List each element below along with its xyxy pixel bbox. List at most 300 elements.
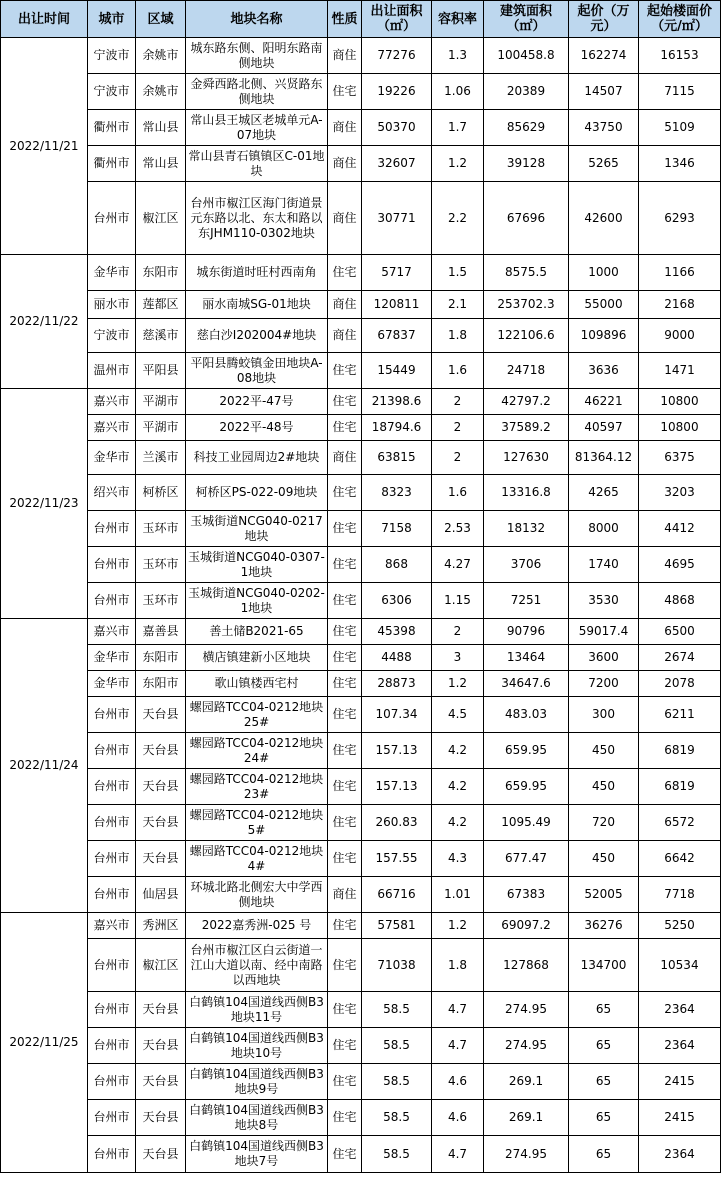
- cell-city: 嘉兴市: [88, 389, 136, 415]
- cell-floor-price: 16153: [639, 38, 721, 74]
- table-row: [1, 475, 721, 511]
- cell-plot-name: 常山县王城区老城单元A-07地块: [186, 110, 328, 146]
- cell-build-area: 253702.3: [484, 291, 569, 319]
- cell-type: 住宅: [328, 1100, 362, 1136]
- cell-city: 衢州市: [88, 110, 136, 146]
- cell-date: 2022/11/25: [1, 913, 88, 1173]
- cell-plot-name: 白鹤镇104国道线西侧B3地块7号: [186, 1136, 328, 1173]
- cell-far: 1.3: [432, 38, 484, 74]
- cell-plot-name: 金舜西路北侧、兴贤路东侧地块: [186, 74, 328, 110]
- table-row: [1, 353, 721, 389]
- cell-floor-price: 5250: [639, 913, 721, 939]
- cell-far: 1.01: [432, 877, 484, 913]
- cell-start-price: 450: [569, 769, 639, 805]
- cell-type: 住宅: [328, 939, 362, 992]
- cell-district: 余姚市: [136, 38, 186, 74]
- cell-floor-price: 6819: [639, 769, 721, 805]
- cell-city: 金华市: [88, 255, 136, 291]
- cell-start-price: 162274: [569, 38, 639, 74]
- cell-floor-price: 2364: [639, 992, 721, 1028]
- header-plot-name: 地块名称: [186, 1, 328, 38]
- cell-type: 住宅: [328, 583, 362, 619]
- table-row: [1, 389, 721, 415]
- table-body: [1, 38, 721, 1173]
- cell-city: 台州市: [88, 697, 136, 733]
- cell-start-price: 109896: [569, 319, 639, 353]
- cell-start-price: 720: [569, 805, 639, 841]
- header-date: 出让时间: [1, 1, 88, 38]
- cell-district: 天台县: [136, 769, 186, 805]
- cell-far: 4.7: [432, 1028, 484, 1064]
- cell-far: 1.6: [432, 475, 484, 511]
- cell-floor-price: 1166: [639, 255, 721, 291]
- cell-area: 28873: [362, 671, 432, 697]
- cell-area: 58.5: [362, 1100, 432, 1136]
- cell-floor-price: 10534: [639, 939, 721, 992]
- cell-far: 2.2: [432, 182, 484, 255]
- cell-far: 3: [432, 645, 484, 671]
- cell-city: 金华市: [88, 671, 136, 697]
- cell-plot-name: 台州市椒江区海门街道景元东路以北、东太和路以东JHM110-0302地块: [186, 182, 328, 255]
- cell-city: 丽水市: [88, 291, 136, 319]
- cell-floor-price: 2415: [639, 1064, 721, 1100]
- table-row: [1, 74, 721, 110]
- cell-city: 嘉兴市: [88, 913, 136, 939]
- cell-far: 1.8: [432, 319, 484, 353]
- table-row: [1, 1136, 721, 1173]
- cell-city: 嘉兴市: [88, 619, 136, 645]
- cell-city: 衢州市: [88, 146, 136, 182]
- table-row: [1, 146, 721, 182]
- cell-city: 嘉兴市: [88, 415, 136, 441]
- cell-district: 平湖市: [136, 389, 186, 415]
- cell-type: 住宅: [328, 74, 362, 110]
- cell-district: 嘉善县: [136, 619, 186, 645]
- cell-district: 椒江区: [136, 939, 186, 992]
- cell-far: 4.5: [432, 697, 484, 733]
- cell-far: 4.6: [432, 1100, 484, 1136]
- table-row: [1, 671, 721, 697]
- cell-type: 住宅: [328, 671, 362, 697]
- cell-floor-price: 2674: [639, 645, 721, 671]
- cell-area: 19226: [362, 74, 432, 110]
- cell-area: 71038: [362, 939, 432, 992]
- cell-type: 住宅: [328, 475, 362, 511]
- cell-area: 8323: [362, 475, 432, 511]
- cell-district: 玉环市: [136, 511, 186, 547]
- table-row: [1, 291, 721, 319]
- cell-area: 157.13: [362, 733, 432, 769]
- cell-start-price: 8000: [569, 511, 639, 547]
- cell-type: 住宅: [328, 1064, 362, 1100]
- cell-district: 天台县: [136, 841, 186, 877]
- cell-area: 63815: [362, 441, 432, 475]
- cell-type: 住宅: [328, 547, 362, 583]
- cell-city: 台州市: [88, 1100, 136, 1136]
- cell-plot-name: 白鹤镇104国道线西侧B3地块8号: [186, 1100, 328, 1136]
- cell-city: 台州市: [88, 769, 136, 805]
- cell-district: 柯桥区: [136, 475, 186, 511]
- cell-build-area: 483.03: [484, 697, 569, 733]
- cell-type: 商住: [328, 319, 362, 353]
- cell-floor-price: 6642: [639, 841, 721, 877]
- cell-plot-name: 科技工业园周边2#地块: [186, 441, 328, 475]
- cell-type: 住宅: [328, 805, 362, 841]
- cell-far: 2: [432, 441, 484, 475]
- cell-start-price: 55000: [569, 291, 639, 319]
- cell-city: 台州市: [88, 1136, 136, 1173]
- table-row: [1, 1028, 721, 1064]
- cell-far: 4.6: [432, 1064, 484, 1100]
- cell-start-price: 65: [569, 1100, 639, 1136]
- cell-city: 台州市: [88, 547, 136, 583]
- cell-plot-name: 善土储B2021-65: [186, 619, 328, 645]
- cell-type: 住宅: [328, 697, 362, 733]
- cell-district: 秀洲区: [136, 913, 186, 939]
- cell-district: 东阳市: [136, 671, 186, 697]
- cell-date: 2022/11/22: [1, 255, 88, 389]
- cell-plot-name: 玉城街道NCG040-0217地块: [186, 511, 328, 547]
- cell-type: 住宅: [328, 1136, 362, 1173]
- cell-start-price: 3530: [569, 583, 639, 619]
- cell-start-price: 300: [569, 697, 639, 733]
- header-area: 出让面积（㎡）: [362, 1, 432, 38]
- cell-far: 1.8: [432, 939, 484, 992]
- cell-district: 天台县: [136, 1100, 186, 1136]
- cell-district: 天台县: [136, 992, 186, 1028]
- cell-area: 58.5: [362, 1028, 432, 1064]
- cell-district: 慈溪市: [136, 319, 186, 353]
- table-row: [1, 583, 721, 619]
- cell-start-price: 46221: [569, 389, 639, 415]
- cell-start-price: 43750: [569, 110, 639, 146]
- cell-floor-price: 2364: [639, 1028, 721, 1064]
- cell-type: 住宅: [328, 645, 362, 671]
- cell-plot-name: 白鹤镇104国道线西侧B3地块9号: [186, 1064, 328, 1100]
- cell-district: 余姚市: [136, 74, 186, 110]
- cell-type: 商住: [328, 110, 362, 146]
- cell-start-price: 81364.12: [569, 441, 639, 475]
- cell-area: 157.55: [362, 841, 432, 877]
- table-row: [1, 110, 721, 146]
- cell-district: 莲都区: [136, 291, 186, 319]
- cell-district: 平湖市: [136, 415, 186, 441]
- cell-area: 6306: [362, 583, 432, 619]
- cell-floor-price: 6819: [639, 733, 721, 769]
- cell-plot-name: 螺园路TCC04-0212地块4#: [186, 841, 328, 877]
- table-row: [1, 511, 721, 547]
- cell-build-area: 677.47: [484, 841, 569, 877]
- cell-plot-name: 柯桥区PS-022-09地块: [186, 475, 328, 511]
- cell-floor-price: 7718: [639, 877, 721, 913]
- cell-build-area: 67383: [484, 877, 569, 913]
- cell-start-price: 450: [569, 841, 639, 877]
- cell-city: 宁波市: [88, 74, 136, 110]
- cell-build-area: 37589.2: [484, 415, 569, 441]
- cell-area: 77276: [362, 38, 432, 74]
- cell-start-price: 65: [569, 1028, 639, 1064]
- cell-type: 住宅: [328, 913, 362, 939]
- cell-type: 住宅: [328, 389, 362, 415]
- cell-start-price: 36276: [569, 913, 639, 939]
- cell-area: 4488: [362, 645, 432, 671]
- table-row: [1, 38, 721, 74]
- cell-floor-price: 6375: [639, 441, 721, 475]
- cell-area: 50370: [362, 110, 432, 146]
- header-row: [1, 1, 721, 38]
- cell-area: 30771: [362, 182, 432, 255]
- cell-build-area: 1095.49: [484, 805, 569, 841]
- cell-plot-name: 螺园路TCC04-0212地块5#: [186, 805, 328, 841]
- table-row: [1, 547, 721, 583]
- cell-build-area: 269.1: [484, 1100, 569, 1136]
- cell-build-area: 127868: [484, 939, 569, 992]
- cell-area: 66716: [362, 877, 432, 913]
- header-far: 容积率: [432, 1, 484, 38]
- cell-far: 2: [432, 619, 484, 645]
- cell-city: 宁波市: [88, 319, 136, 353]
- cell-floor-price: 6293: [639, 182, 721, 255]
- cell-floor-price: 4412: [639, 511, 721, 547]
- cell-city: 宁波市: [88, 38, 136, 74]
- table-row: [1, 619, 721, 645]
- cell-area: 15449: [362, 353, 432, 389]
- cell-type: 住宅: [328, 769, 362, 805]
- cell-plot-name: 2022平-47号: [186, 389, 328, 415]
- cell-area: 58.5: [362, 1136, 432, 1173]
- cell-city: 台州市: [88, 511, 136, 547]
- cell-far: 2: [432, 389, 484, 415]
- cell-start-price: 65: [569, 992, 639, 1028]
- table-row: [1, 1064, 721, 1100]
- cell-start-price: 3600: [569, 645, 639, 671]
- cell-area: 18794.6: [362, 415, 432, 441]
- cell-city: 台州市: [88, 1028, 136, 1064]
- cell-plot-name: 常山县青石镇镇区C-01地块: [186, 146, 328, 182]
- cell-area: 120811: [362, 291, 432, 319]
- cell-start-price: 4265: [569, 475, 639, 511]
- cell-floor-price: 6211: [639, 697, 721, 733]
- cell-build-area: 274.95: [484, 992, 569, 1028]
- cell-start-price: 42600: [569, 182, 639, 255]
- table-row: [1, 182, 721, 255]
- cell-type: 商住: [328, 146, 362, 182]
- cell-type: 商住: [328, 291, 362, 319]
- cell-build-area: 67696: [484, 182, 569, 255]
- cell-build-area: 85629: [484, 110, 569, 146]
- cell-floor-price: 7115: [639, 74, 721, 110]
- cell-area: 5717: [362, 255, 432, 291]
- cell-district: 椒江区: [136, 182, 186, 255]
- cell-date: 2022/11/21: [1, 38, 88, 255]
- cell-city: 台州市: [88, 877, 136, 913]
- cell-plot-name: 白鹤镇104国道线西侧B3地块10号: [186, 1028, 328, 1064]
- cell-type: 住宅: [328, 841, 362, 877]
- cell-city: 温州市: [88, 353, 136, 389]
- cell-area: 7158: [362, 511, 432, 547]
- table-row: [1, 939, 721, 992]
- cell-area: 45398: [362, 619, 432, 645]
- cell-city: 台州市: [88, 1064, 136, 1100]
- cell-start-price: 1000: [569, 255, 639, 291]
- cell-district: 玉环市: [136, 583, 186, 619]
- cell-district: 天台县: [136, 733, 186, 769]
- table-row: [1, 841, 721, 877]
- cell-plot-name: 平阳县腾蛟镇金田地块A-08地块: [186, 353, 328, 389]
- cell-floor-price: 2415: [639, 1100, 721, 1136]
- cell-far: 2.53: [432, 511, 484, 547]
- cell-district: 天台县: [136, 805, 186, 841]
- cell-type: 商住: [328, 877, 362, 913]
- cell-build-area: 24718: [484, 353, 569, 389]
- cell-floor-price: 6572: [639, 805, 721, 841]
- cell-city: 台州市: [88, 805, 136, 841]
- cell-type: 住宅: [328, 415, 362, 441]
- cell-far: 4.2: [432, 769, 484, 805]
- cell-build-area: 659.95: [484, 769, 569, 805]
- header-floor-price: 起始楼面价（元/㎡）: [639, 1, 721, 38]
- cell-area: 57581: [362, 913, 432, 939]
- cell-plot-name: 环城北路北侧宏大中学西侧地块: [186, 877, 328, 913]
- cell-floor-price: 4868: [639, 583, 721, 619]
- cell-build-area: 274.95: [484, 1136, 569, 1173]
- cell-build-area: 69097.2: [484, 913, 569, 939]
- table-row: [1, 733, 721, 769]
- cell-start-price: 5265: [569, 146, 639, 182]
- cell-build-area: 3706: [484, 547, 569, 583]
- cell-plot-name: 白鹤镇104国道线西侧B3地块11号: [186, 992, 328, 1028]
- cell-far: 2: [432, 415, 484, 441]
- cell-city: 金华市: [88, 645, 136, 671]
- table-row: [1, 1100, 721, 1136]
- cell-far: 1.7: [432, 110, 484, 146]
- cell-type: 住宅: [328, 992, 362, 1028]
- cell-floor-price: 5109: [639, 110, 721, 146]
- cell-floor-price: 9000: [639, 319, 721, 353]
- cell-far: 4.2: [432, 805, 484, 841]
- cell-district: 常山县: [136, 146, 186, 182]
- cell-area: 58.5: [362, 1064, 432, 1100]
- cell-floor-price: 6500: [639, 619, 721, 645]
- cell-start-price: 134700: [569, 939, 639, 992]
- cell-city: 台州市: [88, 182, 136, 255]
- cell-build-area: 39128: [484, 146, 569, 182]
- cell-build-area: 8575.5: [484, 255, 569, 291]
- cell-build-area: 90796: [484, 619, 569, 645]
- cell-area: 58.5: [362, 992, 432, 1028]
- cell-far: 4.27: [432, 547, 484, 583]
- cell-plot-name: 2022嘉秀洲-025 号: [186, 913, 328, 939]
- cell-plot-name: 慈白沙I202004#地块: [186, 319, 328, 353]
- cell-area: 868: [362, 547, 432, 583]
- cell-start-price: 40597: [569, 415, 639, 441]
- cell-district: 仙居县: [136, 877, 186, 913]
- cell-city: 台州市: [88, 733, 136, 769]
- cell-date: 2022/11/23: [1, 389, 88, 619]
- cell-area: 32607: [362, 146, 432, 182]
- cell-far: 4.7: [432, 1136, 484, 1173]
- cell-plot-name: 城东街道时旺村西南角: [186, 255, 328, 291]
- cell-start-price: 14507: [569, 74, 639, 110]
- header-city: 城市: [88, 1, 136, 38]
- table-row: [1, 441, 721, 475]
- cell-build-area: 127630: [484, 441, 569, 475]
- cell-type: 住宅: [328, 619, 362, 645]
- cell-plot-name: 台州市椒江区白云街道一江山大道以南、经中南路以西地块: [186, 939, 328, 992]
- table-row: [1, 992, 721, 1028]
- cell-district: 天台县: [136, 697, 186, 733]
- table-row: [1, 877, 721, 913]
- table-row: [1, 913, 721, 939]
- cell-floor-price: 3203: [639, 475, 721, 511]
- cell-district: 兰溪市: [136, 441, 186, 475]
- cell-district: 天台县: [136, 1064, 186, 1100]
- cell-district: 东阳市: [136, 645, 186, 671]
- cell-build-area: 269.1: [484, 1064, 569, 1100]
- cell-build-area: 659.95: [484, 733, 569, 769]
- cell-floor-price: 10800: [639, 389, 721, 415]
- cell-type: 住宅: [328, 511, 362, 547]
- cell-start-price: 65: [569, 1136, 639, 1173]
- cell-district: 常山县: [136, 110, 186, 146]
- header-district: 区域: [136, 1, 186, 38]
- cell-city: 金华市: [88, 441, 136, 475]
- header-type: 性质: [328, 1, 362, 38]
- cell-far: 1.15: [432, 583, 484, 619]
- table-row: [1, 645, 721, 671]
- cell-district: 天台县: [136, 1136, 186, 1173]
- cell-far: 1.5: [432, 255, 484, 291]
- cell-start-price: 52005: [569, 877, 639, 913]
- cell-plot-name: 螺园路TCC04-0212地块23#: [186, 769, 328, 805]
- cell-build-area: 122106.6: [484, 319, 569, 353]
- cell-plot-name: 螺园路TCC04-0212地块24#: [186, 733, 328, 769]
- header-build-area: 建筑面积（㎡）: [484, 1, 569, 38]
- cell-build-area: 20389: [484, 74, 569, 110]
- cell-floor-price: 2168: [639, 291, 721, 319]
- table-row: [1, 255, 721, 291]
- cell-city: 台州市: [88, 583, 136, 619]
- cell-area: 21398.6: [362, 389, 432, 415]
- cell-far: 4.7: [432, 992, 484, 1028]
- cell-city: 台州市: [88, 939, 136, 992]
- cell-start-price: 450: [569, 733, 639, 769]
- cell-floor-price: 1471: [639, 353, 721, 389]
- cell-build-area: 42797.2: [484, 389, 569, 415]
- cell-plot-name: 横店镇建新小区地块: [186, 645, 328, 671]
- cell-far: 1.2: [432, 146, 484, 182]
- cell-far: 4.2: [432, 733, 484, 769]
- cell-build-area: 274.95: [484, 1028, 569, 1064]
- cell-type: 住宅: [328, 733, 362, 769]
- cell-city: 绍兴市: [88, 475, 136, 511]
- cell-city: 台州市: [88, 992, 136, 1028]
- cell-type: 住宅: [328, 255, 362, 291]
- cell-area: 67837: [362, 319, 432, 353]
- cell-floor-price: 2364: [639, 1136, 721, 1173]
- cell-build-area: 34647.6: [484, 671, 569, 697]
- cell-plot-name: 玉城街道NCG040-0307-1地块: [186, 547, 328, 583]
- cell-start-price: 59017.4: [569, 619, 639, 645]
- cell-start-price: 1740: [569, 547, 639, 583]
- cell-floor-price: 4695: [639, 547, 721, 583]
- cell-city: 台州市: [88, 841, 136, 877]
- cell-type: 商住: [328, 182, 362, 255]
- cell-type: 住宅: [328, 1028, 362, 1064]
- cell-far: 1.6: [432, 353, 484, 389]
- table-row: [1, 319, 721, 353]
- cell-far: 1.2: [432, 913, 484, 939]
